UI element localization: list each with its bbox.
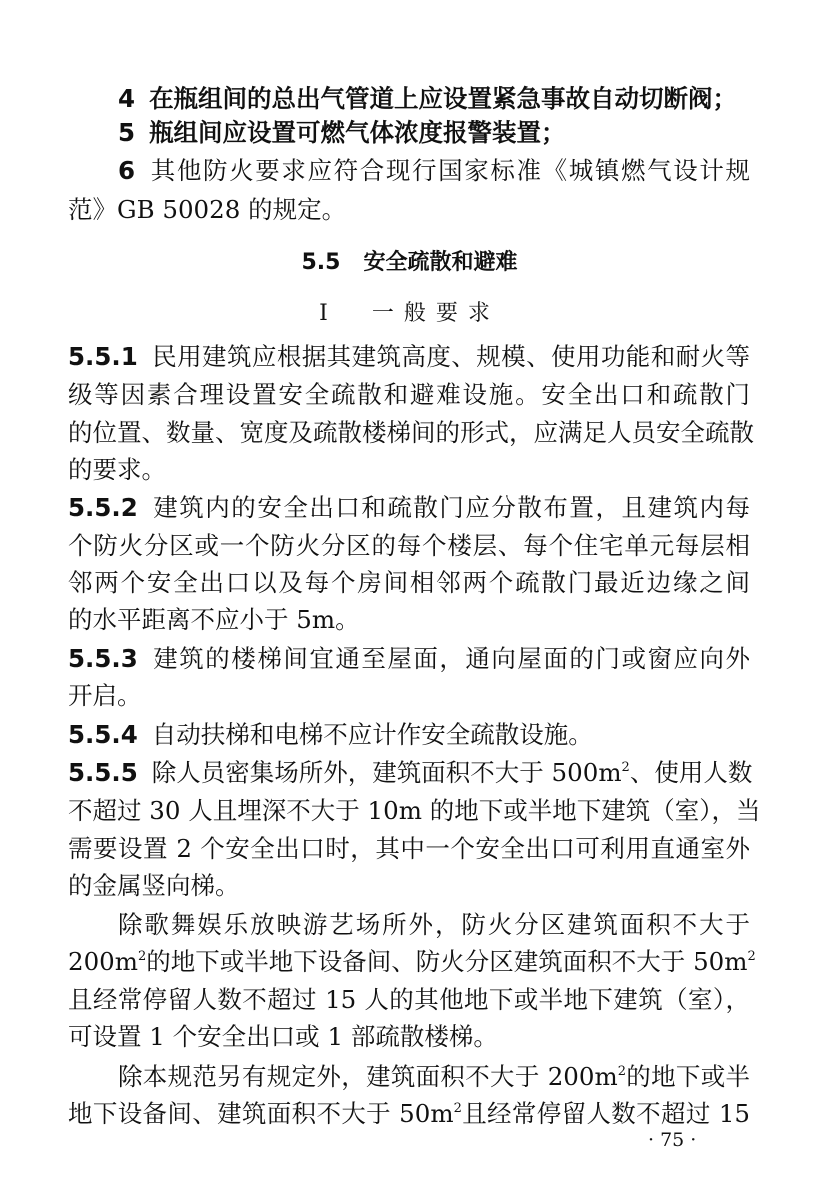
clause-5-5-1-line4: 的要求。 xyxy=(68,455,166,484)
para2-line1: 除本规范另有规定外，建筑面积不大于 $200m^2$的地下或半 xyxy=(118,1062,751,1091)
item-5: 5 瓶组间应设置可燃气体浓度报警装置； xyxy=(118,118,566,147)
clause-5-5-3-line2: 开启。 xyxy=(68,681,142,710)
item-6: 6 其他防火要求应符合现行国家标准《城镇燃气设计规 xyxy=(118,156,750,185)
clause-5-5-2-line2: 个防火分区或一个防火分区的每个楼层、每个住宅单元每层相 xyxy=(68,531,750,560)
para1-line1: 除歌舞娱乐放映游艺场所外，防火分区建筑面积不大于 xyxy=(118,910,750,939)
clause-5-5-5-line3: 需要设置 2 个安全出口时，其中一个安全出口可利用直通室外 xyxy=(68,834,750,863)
page-number: · 75 · xyxy=(648,1129,697,1151)
para1-line2: $200m^2$的地下或半地下设备间、防火分区建筑面积不大于 $50m^2$ xyxy=(68,947,756,976)
clause-5-5-5-line1: 5.5.5 除人员密集场所外，建筑面积不大于 $500m^2$、使用人数 xyxy=(68,758,753,787)
subsection-heading: Ⅰ 一般要求 xyxy=(319,301,500,326)
clause-5-5-1-line3: 的位置、数量、宽度及疏散楼梯间的形式，应满足人员安全疏散 xyxy=(68,418,754,447)
item-4: 4 在瓶组间的总出气管道上应设置紧急事故自动切断阀； xyxy=(118,84,738,113)
clause-5-5-3-line1: 5.5.3 建筑的楼梯间宜通至屋面，通向屋面的门或窗应向外 xyxy=(68,644,750,673)
clause-5-5-1-line1: 5.5.1 民用建筑应根据其建筑高度、规模、使用功能和耐火等 xyxy=(68,342,750,371)
clause-5-5-2-line4: 的水平距离不应小于 5m。 xyxy=(68,605,360,634)
clause-5-5-1-line2: 级等因素合理设置安全疏散和避难设施。安全出口和疏散门 xyxy=(68,380,750,409)
para2-line2: 地下设备间、建筑面积不大于 $50m^2$且经常停留人数不超过 15 xyxy=(68,1099,750,1128)
para1-line3: 且经常停留人数不超过 15 人的其他地下或半地下建筑（室）， xyxy=(68,985,750,1014)
clause-5-5-4: 5.5.4 自动扶梯和电梯不应计作安全疏散设施。 xyxy=(68,720,593,749)
clause-5-5-5-line4: 的金属竖向梯。 xyxy=(68,871,240,900)
clause-5-5-2-line1: 5.5.2 建筑内的安全出口和疏散门应分散布置，且建筑内每 xyxy=(68,493,750,522)
clause-5-5-2-line3: 邻两个安全出口以及每个房间相邻两个疏散门最近边缘之间 xyxy=(68,568,750,597)
para1-line4: 可设置 1 个安全出口或 1 部疏散楼梯。 xyxy=(68,1022,498,1051)
item-6-cont: 范》GB 50028 的规定。 xyxy=(68,195,347,224)
section-heading: 5.5 安全疏散和避难 xyxy=(301,250,518,275)
clause-5-5-5-line2: 不超过 30 人且埋深不大于 10m 的地下或半地下建筑（室），当 xyxy=(68,796,761,825)
